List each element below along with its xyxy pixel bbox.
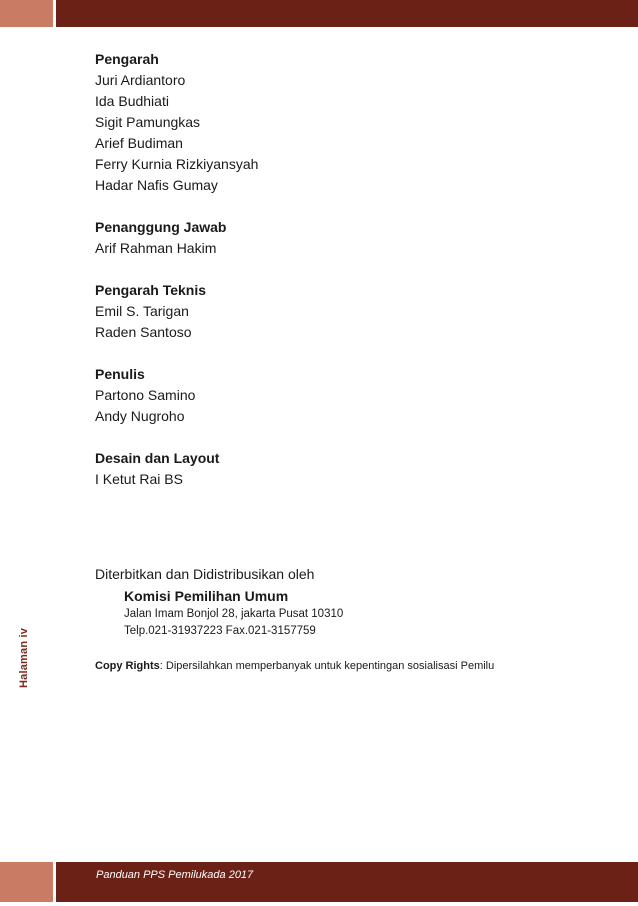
section-heading: Penulis	[95, 366, 145, 382]
section-heading: Desain dan Layout	[95, 450, 220, 466]
page-number-label	[10, 610, 50, 690]
header-divider	[53, 0, 56, 27]
publisher-address: Jalan Imam Bonjol 28, jakarta Pusat 10310	[124, 608, 344, 620]
credit-name: Juri Ardiantoro	[95, 72, 186, 88]
credit-name: Arif Rahman Hakim	[95, 240, 217, 256]
credit-name: Emil S. Tarigan	[95, 303, 189, 319]
copy-rights-label: Copy Rights	[95, 660, 160, 672]
copy-rights-text: : Dipersilahkan memperbanyak untuk kepentingan sosialisasi Pemilu	[159, 660, 495, 672]
credit-name: Andy Nugroho	[95, 408, 185, 424]
credit-name: I Ketut Rai BS	[95, 471, 183, 487]
credit-name: Ferry Kurnia Rizkiyansyah	[95, 156, 259, 172]
publisher-org: Komisi Pemilihan Umum	[124, 588, 289, 604]
section-heading: Pengarah	[95, 51, 159, 67]
credits-section-pengarah-teknis	[95, 280, 595, 343]
credit-name: Arief Budiman	[95, 135, 183, 151]
publisher-phone: Telp.021-31937223 Fax.021-3157759	[124, 625, 316, 637]
section-heading: Pengarah Teknis	[95, 282, 207, 298]
credit-name: Raden Santoso	[95, 324, 192, 340]
credits-section-penanggung-jawab	[95, 217, 595, 259]
copy-rights-note	[95, 660, 494, 672]
credits-section-desain-layout	[95, 448, 595, 490]
footer-title: Panduan PPS Pemilukada 2017	[96, 869, 254, 881]
credits-section-penulis	[95, 364, 595, 427]
credit-name: Hadar Nafis Gumay	[95, 177, 218, 193]
footer-bar	[0, 862, 638, 902]
footer-accent-block	[0, 862, 53, 902]
footer-divider	[53, 862, 56, 902]
credit-name: Partono Samino	[95, 387, 196, 403]
header-accent-block	[0, 0, 53, 27]
credit-name: Sigit Pamungkas	[95, 114, 201, 130]
header-bar	[0, 0, 638, 27]
publisher-intro: Diterbitkan dan Didistribusikan oleh	[95, 566, 315, 582]
credit-name: Ida Budhiati	[95, 93, 169, 109]
section-heading: Penanggung Jawab	[95, 219, 227, 235]
publisher-block	[95, 564, 615, 640]
credits-list	[95, 49, 595, 511]
credits-section-pengarah	[95, 49, 595, 196]
page-number-text: Halaman iv	[18, 627, 30, 688]
